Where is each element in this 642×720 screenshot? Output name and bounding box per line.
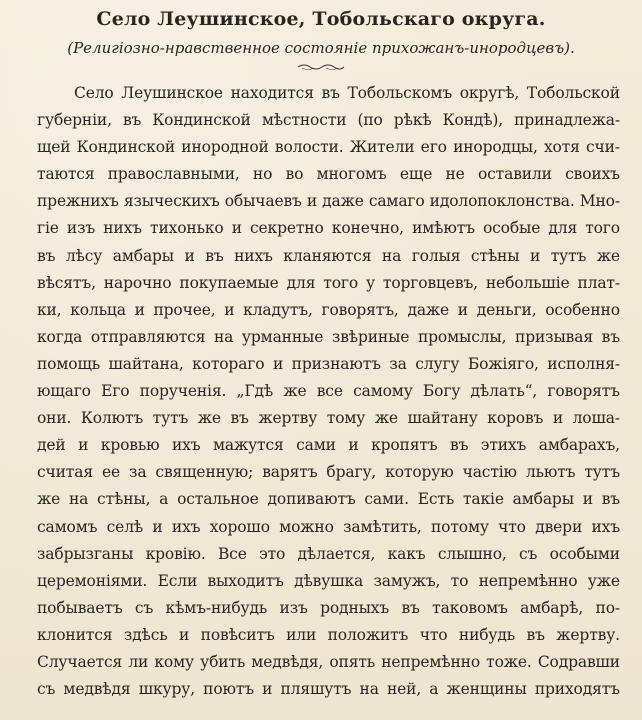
text-line: ющаго Его порученія. „Гдѣ же все самому Богу дѣлать“, говорятъ [37, 382, 620, 401]
text-line: Случается ли кому убить медвѣдя, опять непремѣнно тоже. Содравши [37, 652, 620, 671]
ornament-divider-icon [296, 62, 346, 72]
text-line: дей и кровью ихъ мажутся сами и кропятъ въ этихъ амбарахъ, [37, 436, 620, 455]
text-line: прежнихъ языческихъ обычаевъ и даже самаго идолопоклонства. Мно- [37, 192, 620, 211]
text-line: церемоніями. Если выходитъ дѣвушка замужъ, то непремѣнно уже [37, 571, 620, 590]
text-line: же на стѣны, а остальное допиваютъ сами. Есть такіе амбары и въ [37, 490, 620, 509]
text-line: гіе изъ нихъ тихонько и секретно конечно, имѣютъ особые для того [37, 219, 620, 238]
text-line: таются православными, но во многомъ еще не оставили своихъ [37, 165, 620, 184]
text-line: когда отправляются на урманные звѣриные промыслы, призывая въ [37, 327, 620, 346]
text-line: помощь шайтана, котораго и признаютъ за слугу Божіяго, исполня- [37, 354, 620, 373]
text-line: губерніи, въ Кондинской мѣстности (по рѣкѣ Кондѣ), принадлежа- [37, 111, 620, 130]
article-subtitle: (Религіозно-нравственное состояніе прихожанъ-инородцевъ). [67, 39, 575, 57]
text-line: Село Леушинское находится въ Тобольскомъ округѣ, Тобольской [74, 84, 620, 102]
text-line: въ лѣсу амбары и въ нихъ кланяются на голыя стѣны и тутъ же [37, 246, 620, 265]
text-line: считая ее за священную; варятъ брагу, которую частію льютъ тутъ [37, 463, 620, 482]
text-line: побываетъ съ кѣмъ-нибудь изъ родныхъ въ таковомъ амбарѣ, по- [37, 598, 620, 617]
text-line: щей Кондинской инородной волости. Жители его инородцы, хотя счи- [37, 138, 620, 157]
text-line: съ медвѣдя шкуру, поютъ и пляшутъ на ней, а женщины приходятъ [37, 680, 620, 699]
text-line: ки, кольца и прочее, и кладутъ, говорятъ, даже и деньги, особенно [37, 300, 620, 319]
text-line: вѣсятъ, нарочно покупаемые для того у торговцевъ, небольшіе плат- [37, 273, 620, 292]
text-line: клонится здѣсь и повѣситъ или положитъ что нибудь въ жертву. [37, 625, 620, 644]
text-line: они. Колютъ тутъ же въ жертву тому же шайтану коровъ и лоша- [37, 409, 620, 428]
article-title: Село Леушинское, Тобольскаго округа. [96, 8, 546, 30]
article-body [37, 80, 620, 703]
text-line: забрызганы кровію. Все это дѣлается, какъ слышно, съ особыми [37, 544, 620, 563]
text-line: самомъ селѣ и ихъ хорошо можно замѣтить, потому что двери ихъ [37, 517, 620, 536]
